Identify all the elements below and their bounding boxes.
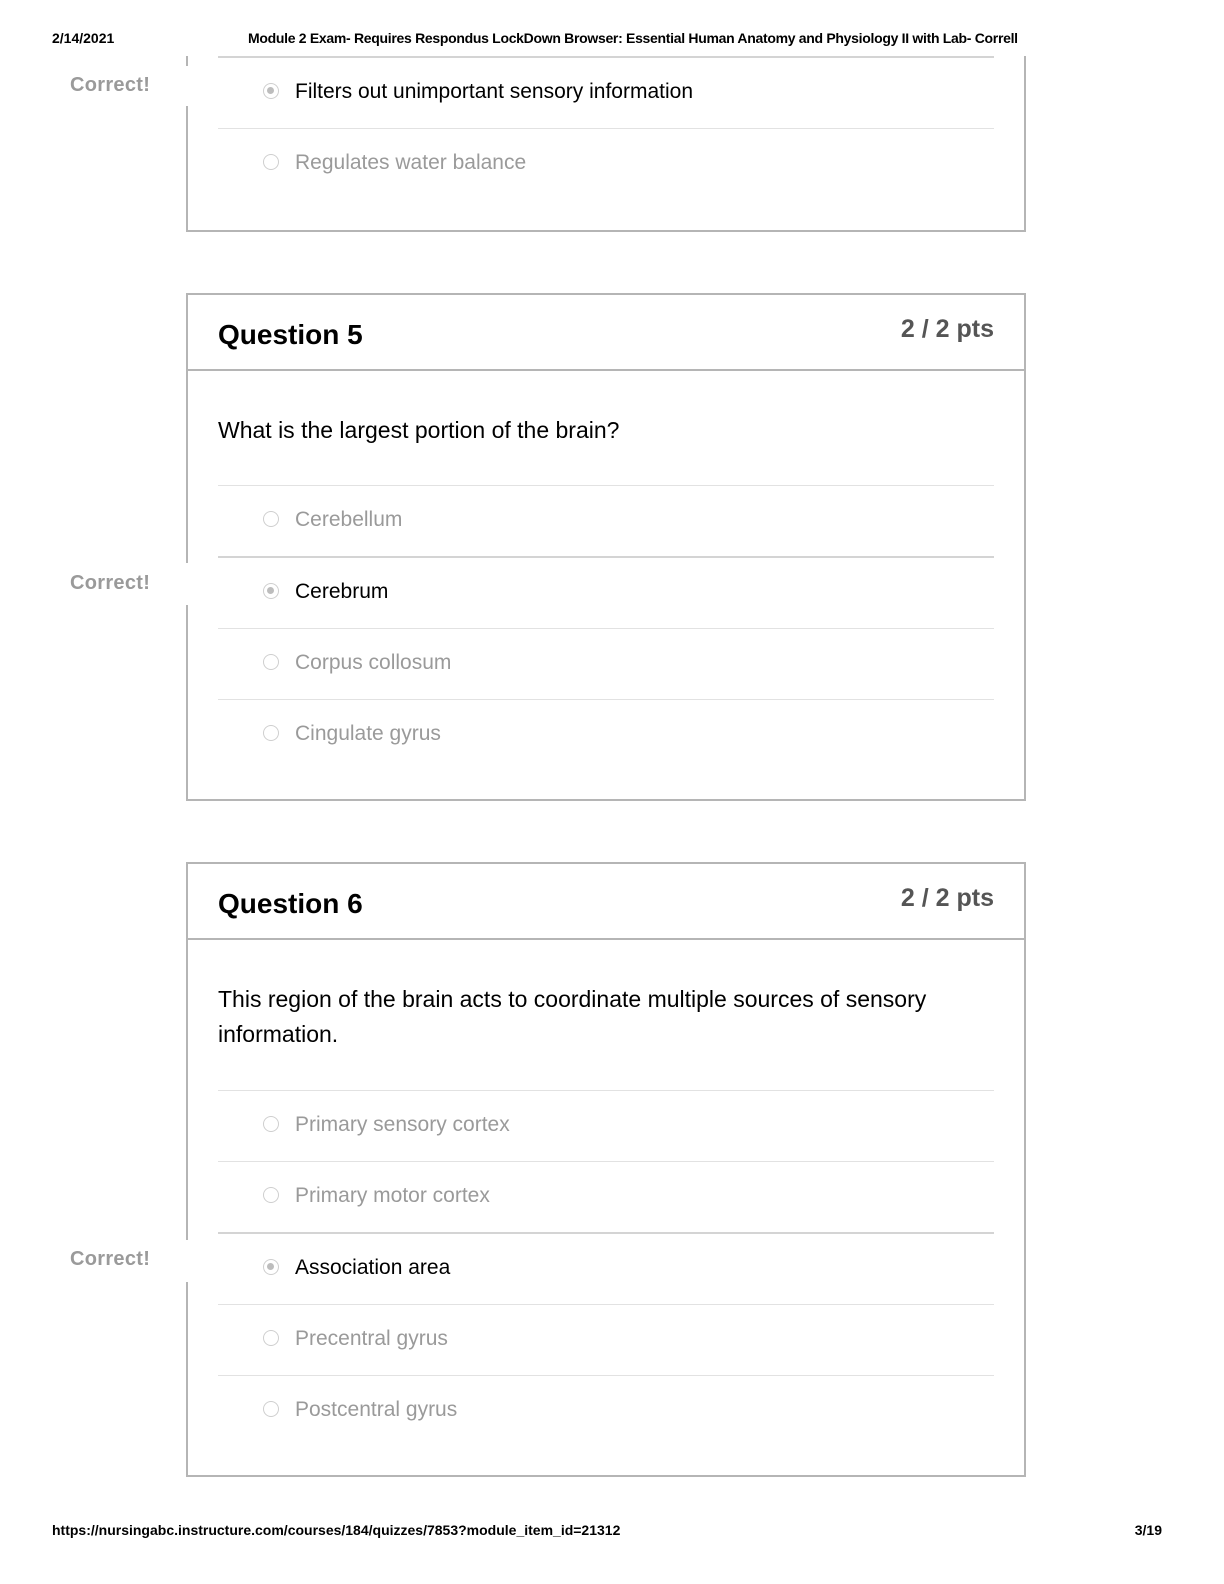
answer-label: Cerebrum (295, 580, 389, 603)
answer-option[interactable] (218, 1090, 994, 1161)
question-text: What is the largest portion of the brain? (218, 417, 620, 443)
radio-icon[interactable] (263, 1401, 279, 1417)
radio-icon[interactable] (263, 511, 279, 527)
page-url: https://nursingabc.instructure.com/courses/184/quizzes/7853?module_item_id=21312 (52, 1522, 621, 1538)
radio-icon[interactable] (263, 725, 279, 741)
answer-option[interactable] (218, 628, 994, 699)
answer-label: Association area (295, 1256, 451, 1279)
correct-label: Correct! (70, 74, 151, 96)
correct-label: Correct! (70, 1248, 151, 1270)
answer-label: Precentral gyrus (295, 1327, 448, 1350)
answer-option[interactable] (218, 128, 994, 199)
question-points: 2 / 2 pts (900, 315, 994, 343)
answer-label: Regulates water balance (295, 151, 527, 174)
radio-icon[interactable] (263, 1187, 279, 1203)
answer-list (218, 1090, 994, 1446)
document-title: Module 2 Exam- Requires Respondus LockDown Browser: Essential Human Anatomy and Physiology II with Lab- Correll (248, 30, 1018, 46)
answer-list (218, 485, 994, 770)
question-5-card (186, 293, 1026, 801)
question-title: Question 5 (218, 319, 363, 350)
question-header (188, 864, 1024, 940)
radio-selected-icon[interactable] (263, 1259, 279, 1275)
answer-option[interactable] (218, 1161, 994, 1232)
page-number: 3/19 (1134, 1522, 1162, 1538)
answer-label: Primary sensory cortex (295, 1113, 510, 1136)
answer-option[interactable] (218, 1304, 994, 1375)
print-footer (52, 1522, 1162, 1542)
answer-option[interactable] (218, 56, 994, 128)
question-4-card-partial (186, 56, 1026, 232)
print-header (52, 30, 1162, 50)
border-gap (182, 66, 192, 106)
answer-label: Cingulate gyrus (295, 722, 441, 745)
answer-label: Primary motor cortex (295, 1184, 490, 1207)
answer-option[interactable] (218, 556, 994, 628)
radio-icon[interactable] (263, 154, 279, 170)
question-text: This region of the brain acts to coordinate multiple sources of sensory information. (218, 986, 927, 1047)
answer-option[interactable] (218, 485, 994, 556)
correct-label: Correct! (70, 572, 151, 594)
print-date: 2/14/2021 (52, 30, 115, 46)
question-points: 2 / 2 pts (900, 884, 994, 912)
answer-option[interactable] (218, 1375, 994, 1446)
question-6-card (186, 862, 1026, 1477)
radio-selected-icon[interactable] (263, 83, 279, 99)
question-title: Question 6 (218, 888, 363, 919)
answer-label: Filters out unimportant sensory information (295, 80, 694, 103)
answer-label: Cerebellum (295, 508, 403, 531)
radio-icon[interactable] (263, 1330, 279, 1346)
radio-icon[interactable] (263, 1116, 279, 1132)
answer-label: Corpus collosum (295, 651, 452, 674)
answer-list (218, 56, 994, 199)
answer-label: Postcentral gyrus (295, 1398, 458, 1421)
border-gap (182, 1240, 192, 1282)
answer-option[interactable] (218, 1232, 994, 1304)
radio-selected-icon[interactable] (263, 583, 279, 599)
answer-option[interactable] (218, 699, 994, 770)
question-header (188, 295, 1024, 371)
radio-icon[interactable] (263, 654, 279, 670)
border-gap (182, 563, 192, 605)
